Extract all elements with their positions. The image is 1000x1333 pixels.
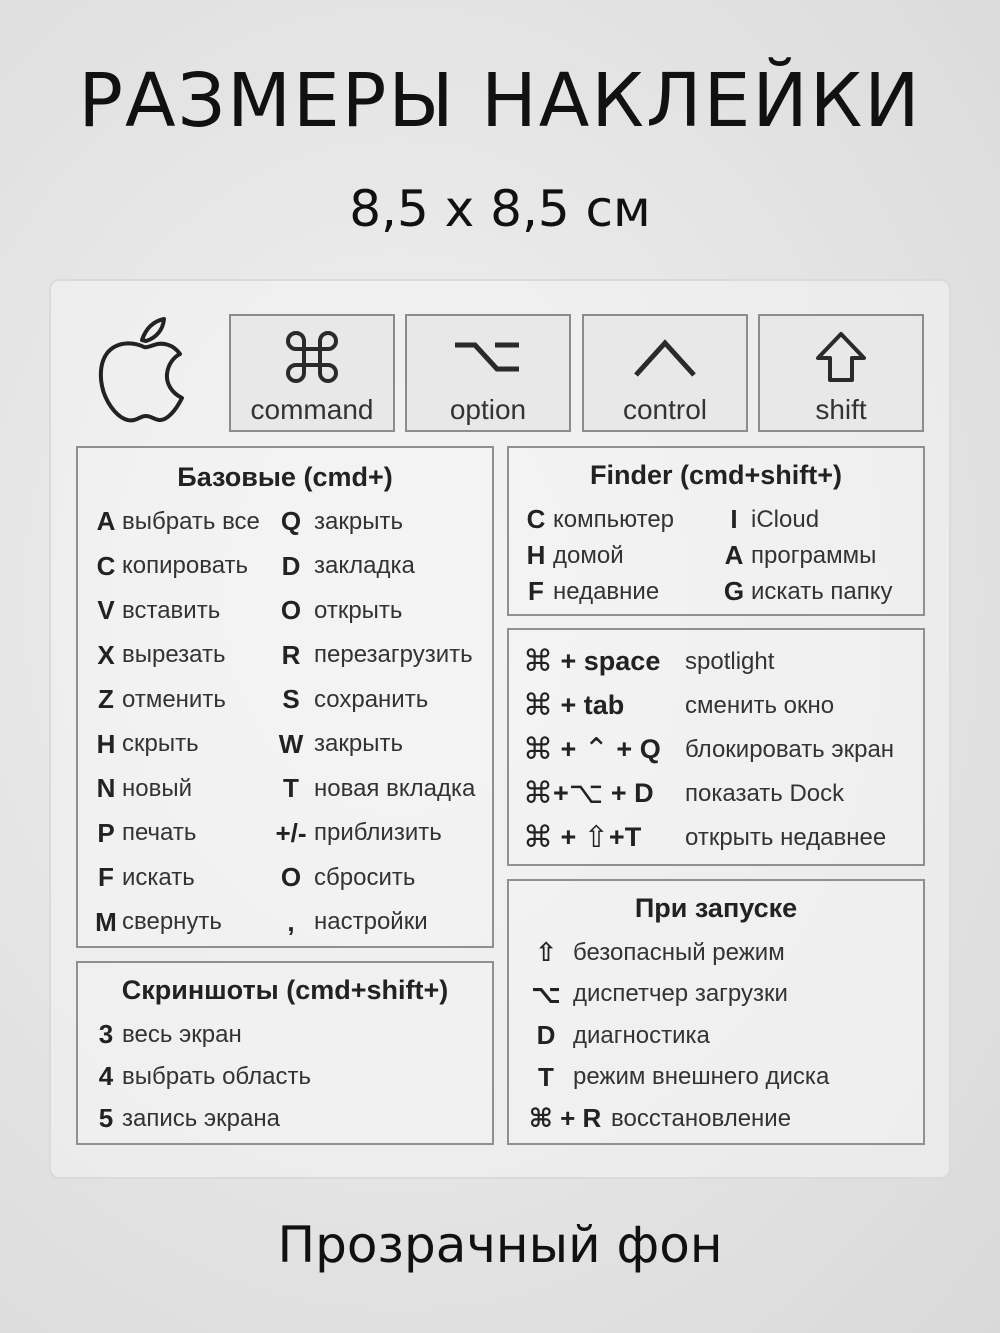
shortcut-combo-row bbox=[523, 776, 844, 811]
shortcut-description: безопасный режим bbox=[573, 938, 785, 966]
combo-part: + bbox=[553, 646, 584, 676]
shortcut-key: G bbox=[723, 576, 745, 606]
list-item bbox=[519, 1020, 710, 1051]
combo-part: T bbox=[624, 822, 642, 852]
list-item bbox=[90, 1019, 242, 1050]
combo-part: + bbox=[553, 778, 569, 808]
shortcut-description: отменить bbox=[122, 685, 226, 713]
combo-part: + bbox=[603, 778, 635, 808]
shortcut-description: закладка bbox=[314, 552, 415, 579]
shortcut-key: ⇧ bbox=[535, 937, 557, 967]
shortcut-key: O bbox=[280, 862, 302, 892]
key-shift bbox=[758, 314, 924, 432]
shortcut-description: приблизить bbox=[314, 819, 442, 846]
shortcut-description: диспетчер загрузки bbox=[573, 980, 788, 1007]
key-label: command bbox=[250, 394, 374, 425]
shortcut-key: P bbox=[97, 817, 115, 848]
combo-part: ⌘ bbox=[523, 777, 553, 810]
shortcut-description: выбрать все bbox=[122, 507, 260, 535]
shortcut-description: копировать bbox=[122, 552, 249, 579]
shortcut-combo bbox=[523, 820, 685, 855]
screenshots-title: Скриншоты (cmd+shift+) bbox=[121, 975, 449, 1005]
shortcut-key: Q bbox=[280, 506, 302, 536]
apple-logo-icon bbox=[94, 314, 194, 426]
shortcut-key: I bbox=[730, 504, 738, 534]
finder-panel bbox=[507, 446, 925, 616]
shortcut-description: перезагрузить bbox=[314, 641, 473, 668]
shortcut-key: N bbox=[96, 773, 116, 803]
shortcut-key: +/- bbox=[275, 817, 307, 848]
list-item bbox=[268, 729, 403, 760]
control-icon bbox=[630, 335, 700, 379]
combo-part: Q bbox=[639, 734, 661, 764]
command-icon bbox=[284, 329, 340, 385]
shortcut-combo-row bbox=[523, 820, 886, 855]
list-item bbox=[268, 818, 442, 849]
shortcut-key: R bbox=[281, 639, 301, 670]
shortcut-key: A bbox=[96, 506, 116, 536]
combo-part: + bbox=[553, 822, 584, 852]
basic-title: Базовые (cmd+) bbox=[177, 462, 393, 492]
shortcut-description: диагностика bbox=[573, 1021, 710, 1049]
shortcut-description: выбрать область bbox=[122, 1062, 311, 1090]
shortcut-combo bbox=[523, 644, 685, 679]
shortcut-description: сбросить bbox=[314, 863, 416, 891]
shortcut-key: ⌘ + R bbox=[528, 1103, 602, 1133]
list-item bbox=[90, 818, 196, 849]
shortcut-key: V bbox=[97, 595, 115, 625]
shortcut-description: закрыть bbox=[314, 730, 403, 757]
combo-part: + bbox=[608, 734, 640, 764]
shortcut-description: весь экран bbox=[122, 1020, 242, 1048]
shortcut-key: 5 bbox=[98, 1103, 114, 1133]
shortcut-description: открыть недавнее bbox=[685, 823, 887, 851]
combo-part: + bbox=[553, 690, 584, 720]
list-item bbox=[90, 684, 226, 715]
list-item bbox=[90, 506, 260, 537]
shortcut-key: Z bbox=[98, 684, 114, 714]
shortcut-description: spotlight bbox=[685, 647, 775, 675]
list-item bbox=[268, 862, 415, 893]
combo-part: ⌘ bbox=[523, 733, 553, 766]
shortcut-description: вставить bbox=[122, 596, 221, 624]
combo-part: space bbox=[583, 646, 661, 676]
shortcut-key: 4 bbox=[98, 1061, 114, 1091]
option-icon bbox=[453, 337, 523, 377]
shortcut-description: закрыть bbox=[314, 507, 403, 535]
list-item bbox=[268, 506, 403, 537]
shortcut-key: D bbox=[536, 1020, 556, 1050]
shortcut-combo bbox=[523, 776, 685, 811]
shortcut-key: M bbox=[95, 906, 117, 937]
list-item bbox=[717, 540, 876, 571]
combo-part: D bbox=[634, 778, 654, 808]
finder-title: Finder (cmd+shift+) bbox=[589, 460, 843, 490]
list-item bbox=[519, 937, 785, 968]
list-item bbox=[519, 504, 674, 535]
shortcut-description: вырезать bbox=[122, 641, 226, 668]
shortcut-description: показать Dock bbox=[685, 779, 845, 807]
shortcut-key: C bbox=[526, 504, 546, 534]
list-item bbox=[90, 1103, 280, 1134]
list-item bbox=[717, 504, 819, 535]
sticker-size: 8,5 х 8,5 см bbox=[349, 180, 651, 238]
shortcut-description: запись экрана bbox=[122, 1104, 280, 1132]
list-item bbox=[268, 551, 415, 582]
list-item bbox=[90, 729, 199, 760]
list-item bbox=[268, 595, 402, 626]
shortcut-description: домой bbox=[553, 541, 624, 569]
shortcut-key: F bbox=[98, 862, 114, 892]
shortcut-key: W bbox=[278, 728, 304, 759]
list-item bbox=[268, 684, 428, 715]
key-label: option bbox=[449, 394, 527, 425]
shortcut-key: S bbox=[282, 684, 300, 714]
key-label: shift bbox=[815, 394, 867, 425]
shortcut-description: сохранить bbox=[314, 685, 429, 713]
shortcut-description: свернуть bbox=[122, 908, 222, 935]
shortcut-description: скрыть bbox=[122, 730, 199, 757]
shortcut-key: O bbox=[280, 595, 302, 625]
combo-part: + bbox=[553, 734, 584, 764]
shortcut-key: D bbox=[281, 550, 301, 581]
shortcut-key: 3 bbox=[98, 1019, 114, 1049]
shortcut-key: H bbox=[96, 728, 116, 759]
basic-panel bbox=[76, 446, 494, 948]
shortcut-description: восстановление bbox=[611, 1104, 792, 1132]
shortcut-description: новый bbox=[122, 774, 193, 802]
shortcut-description: искать bbox=[122, 863, 195, 891]
shortcut-key: , bbox=[287, 906, 295, 937]
combo-part: ⌥ bbox=[568, 777, 604, 810]
shortcut-description: iCloud bbox=[751, 505, 820, 533]
list-item bbox=[519, 576, 659, 607]
shortcut-description: новая вкладка bbox=[314, 774, 476, 802]
shortcut-description: режим внешнего диска bbox=[573, 1063, 830, 1090]
shortcut-description: сменить окно bbox=[685, 691, 835, 719]
combo-part: ⌘ bbox=[523, 821, 553, 854]
combo-part: ⌘ bbox=[523, 689, 553, 722]
shortcut-description: искать папку bbox=[751, 577, 893, 605]
shortcut-key: ⌥ bbox=[531, 978, 561, 1009]
shortcut-key: T bbox=[283, 773, 299, 803]
startup-title: При запуске bbox=[634, 893, 798, 923]
shortcuts-panel bbox=[507, 628, 925, 866]
startup-panel bbox=[507, 879, 925, 1145]
list-item bbox=[90, 595, 220, 626]
shortcut-combo bbox=[523, 688, 685, 723]
list-item bbox=[519, 979, 788, 1010]
shortcut-key: X bbox=[97, 639, 115, 670]
shortcut-key: F bbox=[528, 576, 544, 606]
screenshots-panel bbox=[76, 961, 494, 1145]
combo-part: tab bbox=[583, 690, 625, 720]
list-item bbox=[717, 576, 893, 607]
key-label: control bbox=[622, 394, 708, 425]
shift-icon bbox=[814, 330, 868, 384]
shortcut-description: открыть bbox=[314, 596, 403, 624]
list-item bbox=[519, 1062, 829, 1093]
list-item bbox=[268, 773, 475, 804]
list-item bbox=[90, 773, 192, 804]
list-item bbox=[268, 640, 473, 671]
shortcut-description: программы bbox=[751, 541, 877, 569]
list-item bbox=[90, 907, 222, 938]
key-option bbox=[405, 314, 571, 432]
combo-part: ⌘ bbox=[523, 645, 553, 678]
list-item bbox=[90, 862, 195, 893]
shortcut-combo bbox=[523, 732, 685, 767]
key-command bbox=[229, 314, 395, 432]
shortcut-description: недавние bbox=[553, 577, 660, 605]
list-item bbox=[90, 640, 226, 671]
list-item bbox=[519, 1103, 791, 1134]
shortcut-key: H bbox=[526, 540, 546, 570]
shortcut-description: компьютер bbox=[553, 505, 675, 533]
key-control bbox=[582, 314, 748, 432]
footer-caption: Прозрачный фон bbox=[277, 1216, 723, 1274]
combo-part: ⇧ bbox=[583, 821, 609, 854]
list-item bbox=[519, 540, 624, 571]
shortcut-description: настройки bbox=[314, 908, 428, 935]
list-item bbox=[90, 551, 248, 582]
combo-part: + bbox=[608, 822, 625, 852]
list-item bbox=[268, 907, 428, 938]
shortcut-key: C bbox=[96, 550, 116, 581]
shortcut-description: печать bbox=[122, 819, 197, 846]
shortcut-key: A bbox=[724, 540, 744, 570]
shortcut-key: T bbox=[538, 1061, 554, 1092]
shortcut-combo-row bbox=[523, 688, 834, 723]
page-heading: РАЗМЕРЫ НАКЛЕЙКИ bbox=[78, 58, 922, 144]
list-item bbox=[90, 1061, 311, 1092]
shortcut-combo-row bbox=[523, 732, 894, 767]
combo-part: ⌃ bbox=[583, 733, 609, 766]
shortcut-description: блокировать экран bbox=[685, 735, 895, 763]
shortcut-combo-row bbox=[523, 644, 774, 679]
